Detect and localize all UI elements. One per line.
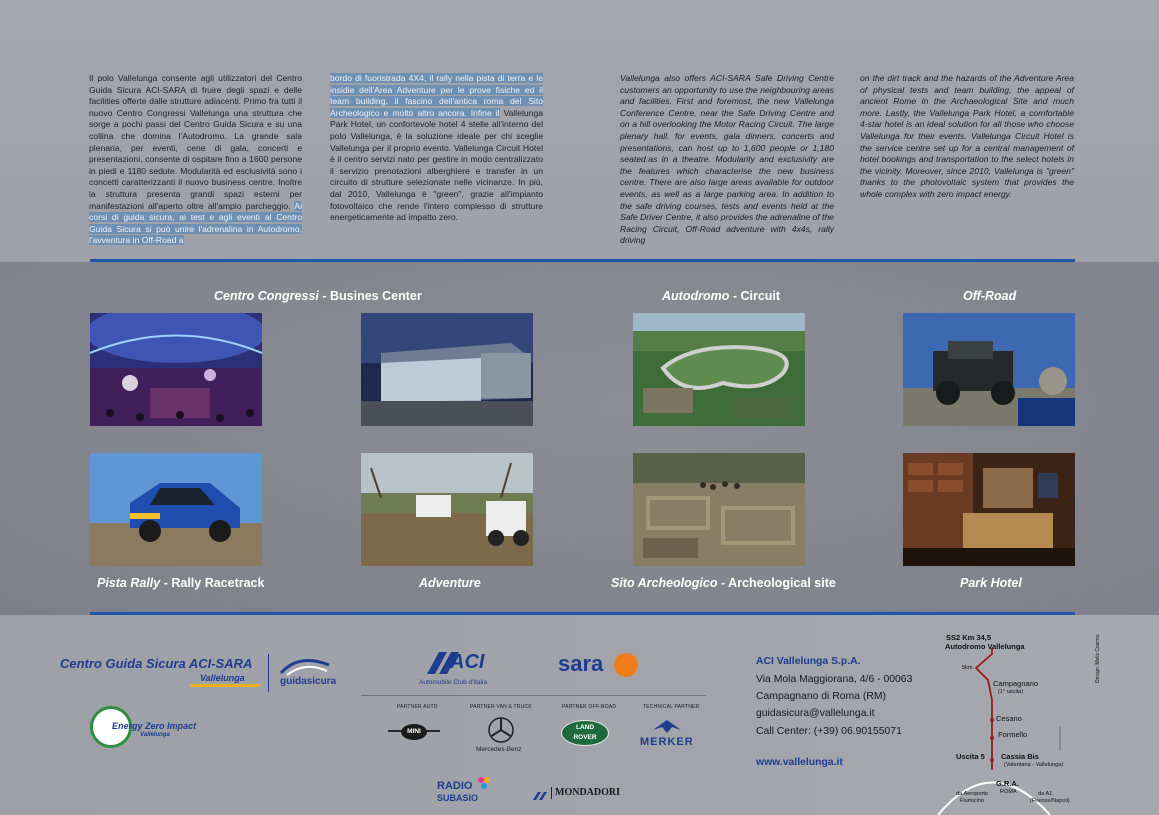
bottom-divider	[90, 612, 1075, 615]
intro-column-2-text: Vallelunga Park Hotel, un confortevole hotel 4 stelle all'interno del polo Vallelunga, è la soluzione ideale per chi sceglie Vallelunga per il proprio evento. Vallelunga Circuit Hotel è il centro servizi nato per gestire in modo centralizzato il servizio prenotazioni alberghiere e transfer in un circuito di strutture selezionate nelle vicinanze. In più, dal 2010, Vallelunga è "green", grazie all'impianto fotovoltaico che rende l'intero complesso di strutture energeticamente ad impatto zero.	[330, 107, 544, 223]
mercedes-logo-text: Mercedes-Benz	[476, 746, 522, 753]
photo-conference-centre	[361, 313, 533, 426]
photo-offroad-jeep	[903, 313, 1075, 426]
cgs-logo-sub: Vallelunga	[200, 673, 245, 683]
map-a1-2: (Firenze/Napoli)	[1030, 798, 1070, 804]
photo-circuit-aerial	[633, 313, 805, 426]
cgs-logo-title: Centro Guida Sicura ACI-SARA	[60, 656, 253, 671]
guidasicura-logo: guidasicura	[280, 676, 337, 687]
landrover-logo-line1: LAND	[575, 724, 595, 731]
radio-subasio-line1: RADIO	[437, 780, 473, 792]
map-campagnano: Campagnano	[993, 679, 1039, 688]
cgs-logo-underline	[190, 684, 260, 687]
map-aeroporto-1: da Aeroporto	[956, 791, 989, 797]
aci-logo-text: ACI	[450, 651, 485, 673]
caption-sito-en: - Archeological site	[717, 576, 836, 590]
logo-separator	[268, 654, 269, 692]
map-km: 5km	[962, 665, 973, 671]
contact-street: Via Mola Maggiorana, 4/6 - 00063	[756, 674, 913, 685]
landrover-logo	[561, 720, 609, 746]
caption-offroad-it: Off-Road	[963, 289, 1017, 303]
caption-autodromo-it: Autodromo	[662, 289, 730, 303]
contact-phone: Call Center: (+39) 06.90155071	[756, 726, 902, 737]
map-a1-1: da A1	[1038, 791, 1053, 797]
map-roma: ROMA	[1000, 789, 1017, 795]
partners-line	[361, 695, 706, 696]
mondadori-logo-text: MONDADORI	[555, 787, 620, 798]
caption-adventure	[419, 576, 481, 590]
caption-congressi-sep: -	[318, 289, 330, 303]
contact-website[interactable]: www.vallelunga.it	[756, 757, 843, 768]
photo-park-hotel	[903, 453, 1075, 566]
map-gra: G.R.A.	[996, 779, 1019, 788]
english-column-2: on the dirt track and the hazards of the Adventure Area of physical tests and team building, the appeal of ancient Rome in the Archaeological Site and much more. Lastly, the Vallelunga Park Hotel, a comfortable 4-star hotel is an ideal solution for all those who choose Vallelunga for their events. Vallelunga Circuit Hotel is the service centre set up for a central management of hotel bookings and transportation to the select hotels in the vicinity. Moreover, since 2010, Vallelunga is "green" thanks to the photovoltaic system that provides the whole complex with zero impact energy.	[860, 73, 1074, 199]
map-cassia: Cassia Bis	[1001, 752, 1039, 761]
caption-adventure-it: Adventure	[419, 576, 481, 590]
intro-column-1-text: Il polo Vallelunga consente agli utilizzatori del Centro Guida Sicura ACI-SARA di fruire degli spazi e delle facilities offerte dalle strutture adiacenti. Primo fra tutti il nuovo Centro Congressi Vallelunga una struttura che sorge a pochi passi del Centro Guida Sicura e su una collina che domina l'Autodromo. La grande sala plenaria, per eventi, cene di gala, concerti e presentazioni, consente di ospitare fino a 1600 persone in piedi e 1180 sedute. Modularità ed esclusività sono i concetti caratterizzanti il nuovo business centre. Inoltre la struttura presenta grandi spazi esterni per manifestazioni all'aperto oltre all'ampio parcheggio.	[89, 73, 302, 211]
energy-logo-title: Energy Zero Impact	[112, 721, 197, 731]
caption-autodromo	[662, 289, 780, 303]
radio-subasio-line2: SUBASIO	[437, 793, 479, 803]
landrover-logo-line2: ROVER	[573, 734, 597, 741]
map-formello: Formello	[998, 730, 1028, 739]
map-ss2: SS2 Km 34,5	[946, 633, 992, 642]
intro-column-1	[89, 73, 302, 247]
map-aeroporto-2: Fiumicino	[960, 798, 984, 804]
caption-hotel	[960, 576, 1022, 590]
mondadori-icon	[533, 788, 549, 806]
caption-sito-it: Sito Archeologico	[611, 576, 718, 590]
caption-hotel-it: Park Hotel	[960, 576, 1022, 590]
partner-offroad-label: PARTNER OFF-ROAD	[562, 704, 617, 710]
contact-email[interactable]: guidasicura@vallelunga.it	[756, 708, 875, 719]
caption-autodromo-en: - Circuit	[729, 289, 781, 303]
photo-adventure-4x4	[361, 453, 533, 566]
intro-column-2-highlight: bordo di fuoristrada 4X4, il rally nella pista di terra e le insidie dell'Area Adventure per le prove fisiche ed il team building, il fascino dell'antica roma del Sito Archeologico e molto altro ancora. Infine il	[330, 73, 543, 118]
map-cassia-sub: (Valentana - Vallelunga)	[1004, 762, 1064, 768]
caption-offroad	[963, 289, 1016, 303]
mondadori-separator	[551, 787, 552, 799]
caption-congressi-en: Busines Center	[330, 289, 422, 303]
english-column-1: Vallelunga also offers ACI-SARA Safe Driving Centre customers an opportunity to use the neighbouring areas and facilities. First and foremost, the new Vallelunga Conference Centre, near the Safe Driving Centre and on a hill overlooking the Motor Racing Circuit. The large plenary hall, for events, gala dinners, concerts and presentations, can host up to 1,600 people or 1,180 seated.as in a theatre. Modularity and exclusivity are the features which characterise the new business centre. There are also large areas available for outdoor events, as well as a large parking area. In addition to the safe driving courses, tests and events held at the Safe Driver Centre, it also provides the adrenaline of the Racing Circuit, Off-Road adventure with 4x4s, rally driving	[620, 73, 835, 246]
contact-city: Campagnano di Roma (RM)	[756, 691, 886, 702]
map-autodromo: Autodromo Vallelunga	[945, 642, 1025, 651]
intro-column-2	[330, 73, 543, 224]
caption-congressi-it: Centro Congressi	[214, 289, 319, 303]
map-campagnano-sub: (1° uscita)	[998, 689, 1024, 695]
sara-logo-icon	[614, 653, 638, 677]
map-cesano: Cesano	[996, 714, 1022, 723]
mini-logo-circle: MINI	[401, 724, 427, 740]
mini-logo	[388, 724, 440, 742]
caption-congressi	[214, 289, 422, 303]
contact-company: ACI Vallelunga S.p.A.	[756, 656, 861, 667]
design-credit: Design: Melis Cosimo	[1095, 634, 1101, 683]
sara-logo-text: sara	[558, 651, 604, 676]
caption-rally-en: - Rally Racetrack	[160, 576, 265, 590]
caption-rally	[97, 576, 264, 590]
partner-auto-label: PARTNER AUTO	[397, 704, 438, 710]
photo-archeological-site	[633, 453, 805, 566]
route-map	[930, 630, 1080, 815]
top-divider	[90, 259, 1075, 262]
photo-rally-car	[90, 453, 262, 566]
radio-subasio-icon	[476, 776, 492, 795]
partner-tech-label: TECHNICAL PARTNER	[643, 704, 700, 710]
intro-column-1-highlight: Ai corsi di guida sicura, ai test e agli eventi al Centro Guida Sicura si può unire l'adrenalina in Autodromo, l'avventura in Off-Road a	[89, 200, 302, 246]
photo-congress-hall	[90, 313, 262, 426]
aci-logo-sub: Automobile Club d'Italia	[419, 679, 488, 686]
map-uscita: Uscita 5	[956, 752, 985, 761]
merker-logo-text: MERKER	[640, 736, 694, 748]
caption-rally-it: Pista Rally	[97, 576, 161, 590]
energy-logo-sub: Vallelunga	[140, 732, 170, 738]
partner-van-label: PARTNER VAN & TRUCK	[470, 704, 532, 710]
caption-sito	[611, 576, 836, 590]
mercedes-star-icon	[487, 716, 515, 749]
